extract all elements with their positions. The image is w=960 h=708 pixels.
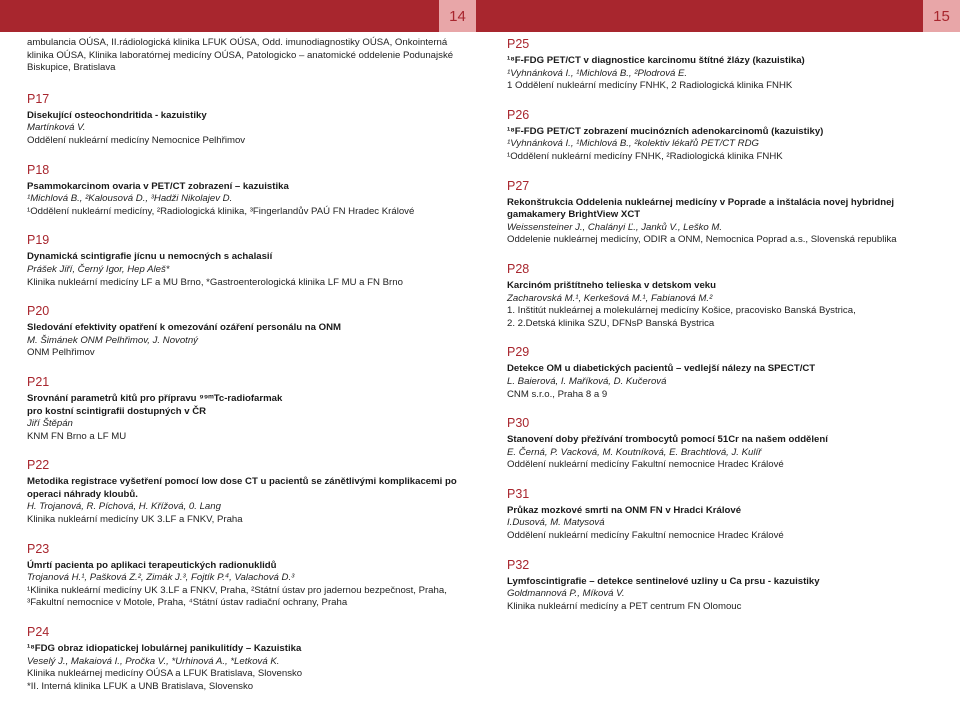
abstract-affiliation: Oddělení nukleární medicíny Fakultní nemocnice Hradec Králové: [507, 530, 784, 542]
abstract-authors: I.Dusová, M. Matysová: [507, 517, 605, 529]
abstract-number: P27: [507, 178, 530, 193]
abstract-title: Dynamická scintigrafie jícnu u nemocných s achalasií: [27, 251, 273, 263]
abstract-title: Detekce OM u diabetických pacientů – vedlejší nálezy na SPECT/CT: [507, 363, 816, 375]
abstract-entry: [27, 458, 467, 526]
abstract-entry: [507, 262, 947, 330]
abstract-title: Sledování efektivity opatření k omezování ozáření personálu na ONM: [27, 322, 342, 334]
page-number-left: 14: [439, 0, 476, 32]
abstract-affiliation: ¹Oddělení nukleární medicíny FNHK, ²Radiologická klinika FNHK: [507, 150, 783, 162]
abstract-entry: [27, 375, 467, 443]
abstract-authors: Zacharovská M.¹, Kerkešová M.¹, Fabianová M.²: [507, 292, 713, 304]
abstract-affiliation: Oddělení nukleární medicíny Nemocnice Pelhřimov: [27, 134, 246, 146]
abstract-number: P19: [27, 233, 50, 248]
abstract-affiliation: Klinika nukleární medicíny UK 3.LF a FNKV, Praha: [27, 514, 243, 526]
abstract-authors: Trojanová H.¹, Pašková Z.², Zimák J.³, Fojtík P.⁴, Valachová D.³: [27, 572, 295, 584]
abstract-affiliation: Klinika nukleární medicíny a PET centrum FN Olomouc: [507, 600, 742, 612]
abstract-number: P29: [507, 345, 530, 360]
header-bar-right: [480, 0, 960, 32]
abstract-affiliation: KNM FN Brno a LF MU: [27, 430, 127, 442]
abstract-affiliation: Klinika nukleárnej medicíny OÚSA a LFUK Bratislava, Slovensko: [27, 668, 303, 680]
abstract-number: P32: [507, 557, 530, 572]
abstract-number: P26: [507, 107, 530, 122]
abstract-affiliation: Oddelenie nukleárnej medicíny, ODIR a ONM, Nemocnica Poprad a.s., Slovenská republika: [507, 234, 897, 246]
abstract-affiliation: ¹Oddělení nukleární medicíny, ²Radiologická klinika, ³Fingerlandův PAÚ FN Hradec Králové: [27, 205, 415, 217]
abstract-title: Karcinóm prištítneho telieska v detskom veku: [507, 279, 717, 291]
abstract-entry: [27, 542, 467, 610]
abstract-affiliation: Klinika nukleární medicíny LF a MU Brno, *Gastroenterologická klinika LF MU a FN Brno: [27, 276, 403, 288]
abstract-title: ¹⁸F-FDG PET/CT v diagnostice karcinomu štítné žlázy (kazuistika): [507, 55, 805, 66]
header-bar-left: [0, 0, 480, 32]
abstract-authors: H. Trojanová, R. Píchová, H. Křížová, 0. Lang: [27, 501, 221, 513]
abstract-authors: L. Baierová, I. Maříková, D. Kučerová: [507, 375, 667, 387]
abstract-number: P28: [507, 261, 530, 276]
abstract-title: Stanovení doby přežívání trombocytů pomocí 51Cr na našem oddělení: [507, 434, 828, 446]
abstract-title: Metodika registrace vyšetření pomocí low dose CT u pacientů se zánětlivými komplikacemi po operaci náhrady kloubů.: [27, 476, 457, 500]
abstract-authors: Jiří Štěpán: [27, 418, 73, 430]
abstract-entry: [27, 163, 467, 219]
abstract-number: P24: [27, 625, 50, 640]
abstract-affiliation: CNM s.r.o., Praha 8 a 9: [507, 388, 608, 400]
abstract-affiliation: ¹Klinika nukleární medicíny UK 3.LF a FNKV, Praha, ²Státní ústav pro jadernou bezpečnost, Praha, ³Fakultní nemocnice v Motole, Praha, ⁴Státní ústav radiační ochrany, Praha: [27, 584, 447, 609]
abstract-entry: [507, 558, 947, 614]
abstract-entry: [27, 625, 467, 693]
abstract-title: Lymfoscintigrafie – detekce sentinelové uzliny u Ca prsu - kazuistiky: [507, 575, 820, 587]
abstract-number: P17: [27, 91, 50, 106]
abstract-authors: Goldmannová P., Míková V.: [507, 588, 625, 600]
abstract-authors: ¹Vyhnánková I., ¹Michlová B., ²Plodrová E.: [507, 67, 688, 79]
abstract-number: P30: [507, 416, 530, 431]
abstract-title: ¹⁸FDG obraz idiopatickej lobulárnej panikulitídy – Kazuistika: [27, 643, 302, 655]
abstract-entry: [27, 304, 467, 360]
abstract-authors: Martínková V.: [27, 122, 86, 134]
abstract-number: P21: [27, 374, 50, 389]
page-number-right: 15: [923, 0, 960, 32]
abstract-affiliation: 1. Inštitút nukleárnej a molekulárnej medicíny Košice, pracovisko Banská Bystrica,: [507, 305, 856, 317]
left-entries: [27, 92, 467, 694]
abstract-number: P18: [27, 162, 50, 177]
abstract-entry: [507, 487, 947, 543]
abstract-affiliation: Oddělení nukleární medicíny Fakultní nemocnice Hradec Králové: [507, 459, 784, 471]
abstract-entry: [507, 416, 947, 472]
right-entries: [507, 37, 947, 613]
abstract-entry: [27, 233, 467, 289]
abstract-title: Srovnání parametrů kitů pro přípravu ⁹⁹ᵐTc-radiofarmak: [27, 392, 283, 404]
abstract-number: P22: [27, 458, 50, 473]
abstract-number: P31: [507, 486, 530, 501]
abstract-title: Rekonštrukcia Oddelenia nukleárnej medicíny v Poprade a inštalácia novej hybridnej gamakamery BrightView XCT: [507, 196, 895, 221]
abstract-number: P20: [27, 304, 50, 319]
abstract-entry: [507, 179, 947, 247]
left-column: [27, 37, 467, 708]
abstract-authors: ¹Michlová B., ²Kalousová D., ³Hadži Nikolajev D.: [27, 193, 233, 205]
abstract-title: ¹⁸F-FDG PET/CT zobrazení mucinózních adenokarcinomů (kazuistiky): [507, 125, 824, 137]
abstract-number: P25: [507, 37, 530, 51]
abstract-authors: ¹Vyhnánková I., ¹Michlová B., ²kolektiv lékařů PET/CT RDG: [507, 138, 760, 150]
abstract-entry: [27, 92, 467, 148]
abstract-affiliation: *II. Interná klinika LFUK a UNB Bratislava, Slovensko: [27, 680, 254, 692]
intro-text: ambulancia OÚSA, II.rádiologická klinika LFUK OÚSA, Odd. imunodiagnostiky OÚSA, Onkointerná klinika OÚSA, Klinika laboratórnej medicíny OÚSA, Patologicko – anatomické oddelenie Podunajské Biskupice, Bratislava: [27, 37, 454, 74]
abstract-entry: [507, 37, 947, 93]
abstract-number: P23: [27, 541, 50, 556]
abstract-authors: E. Černá, P. Vacková, M. Koutníková, E. Brachtlová, J. Kulíř: [507, 446, 762, 458]
abstract-authors: Prášek Jiří, Černý Igor, Hep Aleš*: [27, 263, 170, 275]
abstract-entry: [507, 345, 947, 401]
abstract-entry: [507, 108, 947, 164]
abstract-title: Disekující osteochondritida - kazuistiky: [27, 109, 207, 121]
abstract-affiliation: ONM Pelhřimov: [27, 347, 95, 359]
abstract-authors: Weissensteiner J., Chalányi Ľ., Janků V., Leško M.: [507, 221, 723, 233]
abstract-title: Úmrtí pacienta po aplikaci terapeutických radionuklidů: [27, 559, 277, 571]
abstract-affiliation: 1 Oddělení nukleární medicíny FNHK, 2 Radiologická klinika FNHK: [507, 80, 793, 92]
abstract-authors: M. Šimánek ONM Pelhřimov, J. Novotný: [27, 334, 198, 346]
abstract-title: Průkaz mozkové smrti na ONM FN v Hradci Králové: [507, 504, 742, 516]
abstract-affiliation: 2. 2.Detská klinika SZU, DFNsP Banská Bystrica: [507, 317, 715, 329]
right-column: [507, 37, 947, 628]
abstract-title-continued: pro kostní scintigrafii dostupných v ČR: [27, 405, 207, 417]
abstract-authors: Veselý J., Makaiová I., Pročka V., *Urhinová A., *Letková K.: [27, 655, 280, 667]
abstract-title: Psammokarcinom ovaria v PET/CT zobrazení – kazuistika: [27, 180, 289, 192]
